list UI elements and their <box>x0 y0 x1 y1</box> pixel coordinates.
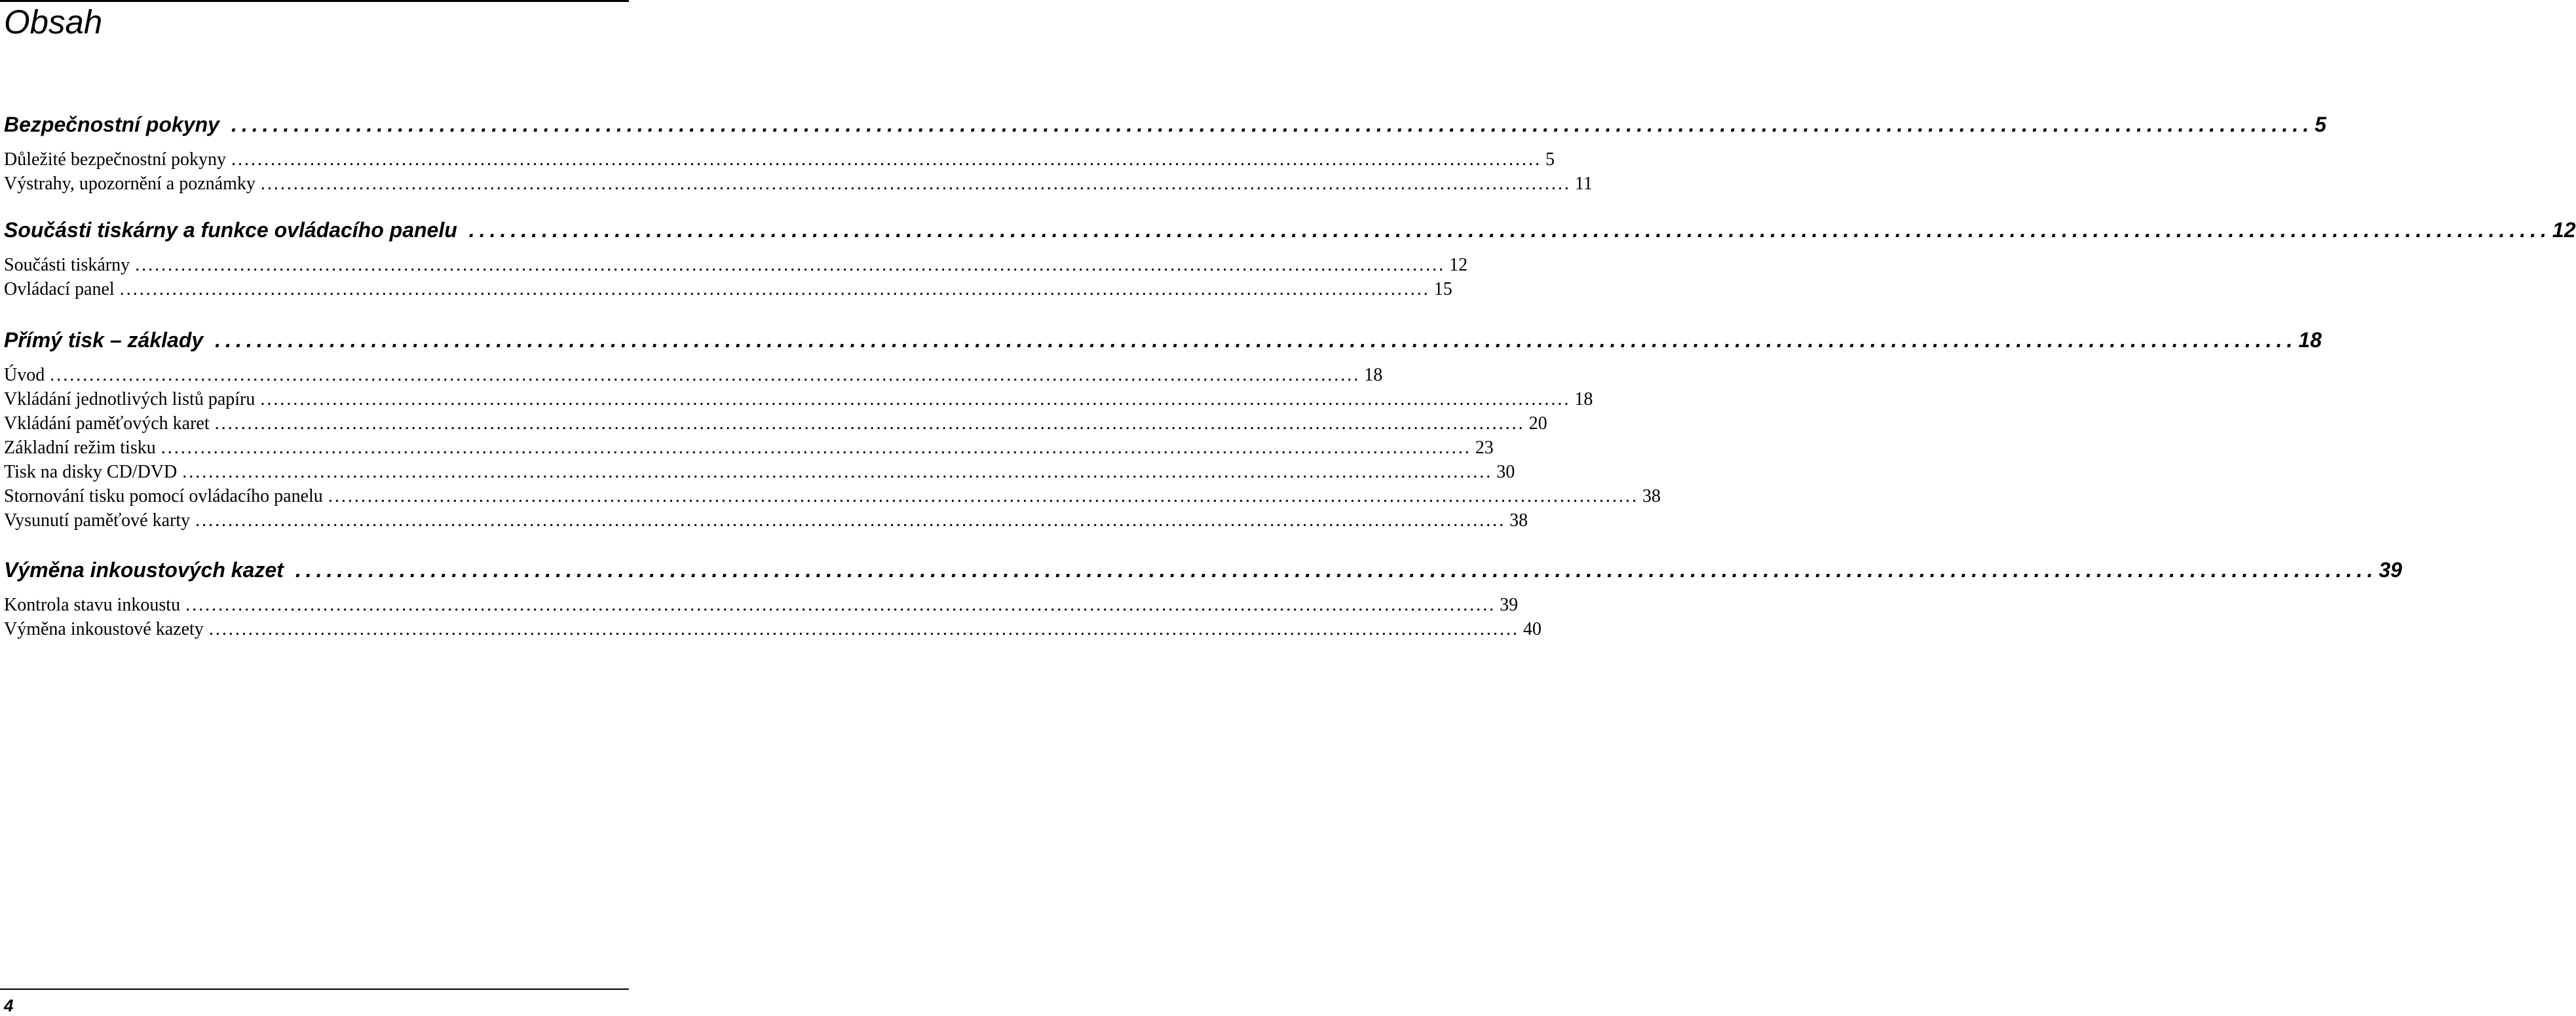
toc-entry-page: 15 <box>1433 279 1452 299</box>
table-of-contents <box>4 107 2576 658</box>
dot-leader: ........................................................................................................................................................................................................ <box>185 595 1496 615</box>
toc-entry-page: 39 <box>1500 595 1519 615</box>
toc-entry-page: 11 <box>1574 174 1593 194</box>
toc-entry-link[interactable] <box>4 484 1661 508</box>
top-rule <box>0 0 629 2</box>
toc-entry-link[interactable] <box>4 593 1519 617</box>
toc-entry-link[interactable] <box>4 387 1593 411</box>
toc-section <box>4 553 2402 641</box>
toc-heading-label: Bezpečnostní pokyny <box>4 113 219 136</box>
toc-entry-label: Výměna inkoustové kazety <box>4 619 204 639</box>
toc-heading-label: Výměna inkoustových kazet <box>4 558 284 582</box>
dot-leader: ........................................................................................................................................................................................................ <box>231 149 1542 170</box>
toc-entry-label: Výstrahy, upozornění a poznámky <box>4 174 256 194</box>
toc-heading-link[interactable] <box>4 213 2576 248</box>
dot-leader: ........................................................................................................................................................................................................ <box>260 174 1571 194</box>
toc-entry-page: 23 <box>1475 438 1494 458</box>
toc-entry-link[interactable] <box>4 147 1555 172</box>
page-number: 4 <box>4 996 14 1015</box>
toc-heading-page: 12 <box>2552 218 2576 242</box>
toc-entry-label: Úvod <box>4 365 45 385</box>
dot-leader: ........................................................................................................................................................................................................ <box>119 279 1430 299</box>
toc-heading-page: 18 <box>2298 328 2322 352</box>
toc-entry-label: Ovládací panel <box>4 279 115 299</box>
dot-leader: ........................................................................................................................................................................................................ <box>260 389 1571 409</box>
dot-leader: ........................................................................................................................................................................................................ <box>328 486 1638 506</box>
toc-entry-label: Stornování tisku pomocí ovládacího panelu <box>4 486 323 506</box>
toc-heading-link[interactable] <box>4 323 2322 358</box>
toc-entry-page: 38 <box>1642 486 1661 506</box>
dot-leader: ........................................................................................................................................................................................................ <box>468 218 2551 242</box>
toc-heading-page: 39 <box>2378 558 2402 582</box>
toc-entry-link[interactable] <box>4 617 1542 641</box>
toc-entry-label: Vkládání paměťových karet <box>4 413 210 434</box>
dot-leader: ........................................................................................................................................................................................................ <box>295 558 2377 582</box>
toc-heading-label: Součásti tiskárny a funkce ovládacího panelu <box>4 218 457 242</box>
dot-leader: ........................................................................................................................................................................................................ <box>231 113 2314 136</box>
dot-leader: ........................................................................................................................................................................................................ <box>135 255 1446 275</box>
bottom-rule <box>0 988 629 990</box>
toc-entry-page: 20 <box>1528 413 1547 434</box>
toc-entry-page: 18 <box>1364 365 1383 385</box>
toc-entry-link[interactable] <box>4 508 1528 533</box>
toc-entry-link[interactable] <box>4 172 1593 196</box>
toc-section <box>4 213 2576 301</box>
toc-entry-page: 18 <box>1574 389 1593 409</box>
page-title: Obsah <box>4 3 103 41</box>
toc-entry-page: 12 <box>1449 255 1468 275</box>
toc-entry-link[interactable] <box>4 460 1515 484</box>
toc-section <box>4 323 2322 533</box>
toc-entry-link[interactable] <box>4 277 1452 301</box>
toc-entry-label: Kontrola stavu inkoustu <box>4 595 181 615</box>
toc-entry-page: 38 <box>1509 510 1528 531</box>
toc-section <box>4 107 2326 196</box>
toc-entry-page: 40 <box>1523 619 1542 639</box>
toc-entry-label: Důležité bezpečnostní pokyny <box>4 149 227 170</box>
dot-leader: ........................................................................................................................................................................................................ <box>214 413 1525 434</box>
toc-heading-link[interactable] <box>4 107 2326 142</box>
toc-entry-label: Vysunutí paměťové karty <box>4 510 191 531</box>
toc-heading-page: 5 <box>2315 113 2326 136</box>
dot-leader: ........................................................................................................................................................................................................ <box>208 619 1519 639</box>
toc-entry-link[interactable] <box>4 253 1468 277</box>
dot-leader: ........................................................................................................................................................................................................ <box>161 438 1471 458</box>
toc-entry-link[interactable] <box>4 363 1383 387</box>
toc-entry-link[interactable] <box>4 411 1547 436</box>
toc-entry-page: 30 <box>1496 462 1515 482</box>
toc-entry-label: Základní režim tisku <box>4 438 156 458</box>
dot-leader: ........................................................................................................................................................................................................ <box>195 510 1506 531</box>
toc-entry-link[interactable] <box>4 436 1494 460</box>
toc-entry-page: 5 <box>1545 149 1555 170</box>
toc-entry-label: Tisk na disky CD/DVD <box>4 462 178 482</box>
toc-heading-link[interactable] <box>4 553 2402 588</box>
toc-entry-label: Součásti tiskárny <box>4 255 130 275</box>
dot-leader: ........................................................................................................................................................................................................ <box>182 462 1493 482</box>
toc-heading-label: Přímý tisk – základy <box>4 328 204 352</box>
dot-leader: ........................................................................................................................................................................................................ <box>50 365 1361 385</box>
dot-leader: ........................................................................................................................................................................................................ <box>215 328 2298 352</box>
toc-entry-label: Vkládání jednotlivých listů papíru <box>4 389 256 409</box>
